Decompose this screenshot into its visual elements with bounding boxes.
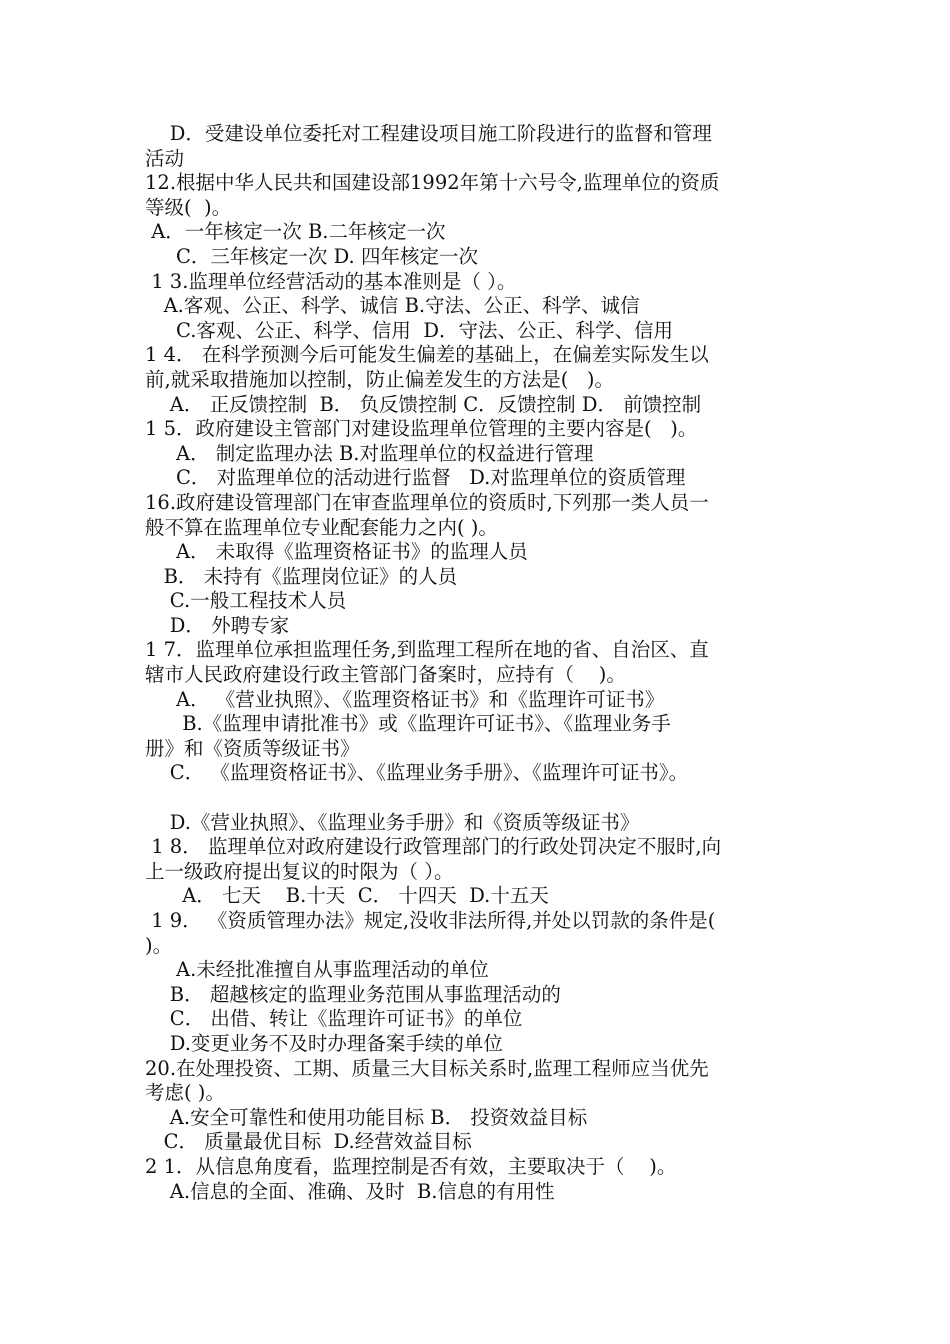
question-17: 1 7．监理单位承担监理任务,到监理工程所在地的省、自治区、直	[145, 638, 709, 662]
options-line: B.《监理申请批准书》或《监理许可证书》、《监理业务手	[145, 712, 671, 736]
text-line: D．受建设单位委托对工程建设项目施工阶段进行的监督和管理	[145, 122, 712, 145]
options-line: A． 七天 B.十天 C． 十四天 D.十五天	[145, 884, 549, 908]
question-19: 1 9． 《资质管理办法》规定,没收非法所得,并处以罚款的条件是(	[145, 909, 716, 932]
text-line: 般不算在监理单位专业配套能力之内( )。	[145, 515, 498, 539]
text-line: 等级( )。	[145, 195, 232, 219]
options-line: A.客观、公正、科学、诚信 B.守法、公正、科学、诚信	[145, 294, 640, 318]
text-line: 考虑( )。	[145, 1081, 225, 1105]
question-18: 1 8． 监理单位对政府建设行政管理部门的行政处罚决定不服时,向	[145, 835, 722, 859]
document-page	[145, 122, 805, 1204]
text-line: 上一级政府提出复议的时限为（ ）。	[145, 859, 454, 883]
options-line: C.客观、公正、科学、信用 D．守法、公正、科学、信用	[145, 318, 673, 342]
question-12: 12.根据中华人民共和国建设部1992年第十六号令,监理单位的资质	[145, 171, 720, 195]
text-line: 活动	[145, 146, 185, 170]
question-16: 16.政府建设管理部门在审查监理单位的资质时,下列那一类人员一	[145, 490, 709, 514]
options-line: D.《营业执照》、《监理业务手册》和《资质等级证书》	[145, 810, 640, 834]
options-line: C． 《监理资格证书》、《监理业务手册》、《监理许可证书》。	[145, 761, 689, 785]
options-line: A.未经批准擅自从事监理活动的单位	[145, 958, 489, 982]
options-line: C． 对监理单位的活动进行监督 D.对监理单位的资质管理	[145, 466, 686, 490]
options-line: A． 未取得《监理资格证书》的监理人员	[145, 540, 528, 564]
text-line: 册》和《资质等级证书》	[145, 736, 360, 760]
options-line: D． 外聘专家	[145, 613, 290, 637]
text-line: 前,就采取措施加以控制，防止偏差发生的方法是( )。	[145, 367, 615, 391]
options-line: D.变更业务不及时办理备案手续的单位	[145, 1031, 503, 1055]
options-line: A．一年核定一次 B.二年核定一次	[145, 220, 446, 244]
options-line: A． 制定监理办法 B.对监理单位的权益进行管理	[145, 441, 594, 465]
options-line: A.信息的全面、准确、及时 B.信息的有用性	[145, 1179, 555, 1203]
options-line: A． 正反馈控制 B． 负反馈控制 C．反馈控制 D． 前馈控制	[145, 392, 702, 416]
question-13: 1 3.监理单位经营活动的基本准则是（ ）。	[145, 269, 517, 293]
question-14: 1 4． 在科学预测今后可能发生偏差的基础上，在偏差实际发生以	[145, 343, 709, 367]
options-line: C．三年核定一次 D. 四年核定一次	[145, 244, 478, 268]
options-line: C． 出借、转让《监理许可证书》的单位	[145, 1007, 523, 1031]
options-line: C． 质量最优目标 D.经营效益目标	[145, 1130, 472, 1154]
blank-line	[145, 786, 805, 811]
options-line: A.安全可靠性和使用功能目标 B． 投资效益目标	[145, 1105, 588, 1129]
text-line: 辖市人民政府建设行政主管部门备案时，应持有（ )。	[145, 663, 626, 687]
question-21: 2 1．从信息角度看，监理控制是否有效，主要取决于（ )。	[145, 1154, 677, 1178]
question-20: 20.在处理投资、工期、质量三大目标关系时,监理工程师应当优先	[145, 1056, 709, 1080]
options-line: A． 《营业执照》、《监理资格证书》和《监理许可证书》	[145, 687, 665, 711]
text-line: )。	[145, 933, 173, 957]
options-line: C.一般工程技术人员	[145, 589, 347, 613]
options-line: B． 超越核定的监理业务范围从事监理活动的	[145, 982, 561, 1006]
question-15: 1 5．政府建设主管部门对建设监理单位管理的主要内容是( )。	[145, 417, 698, 441]
options-line: B． 未持有《监理岗位证》的人员	[145, 564, 458, 588]
